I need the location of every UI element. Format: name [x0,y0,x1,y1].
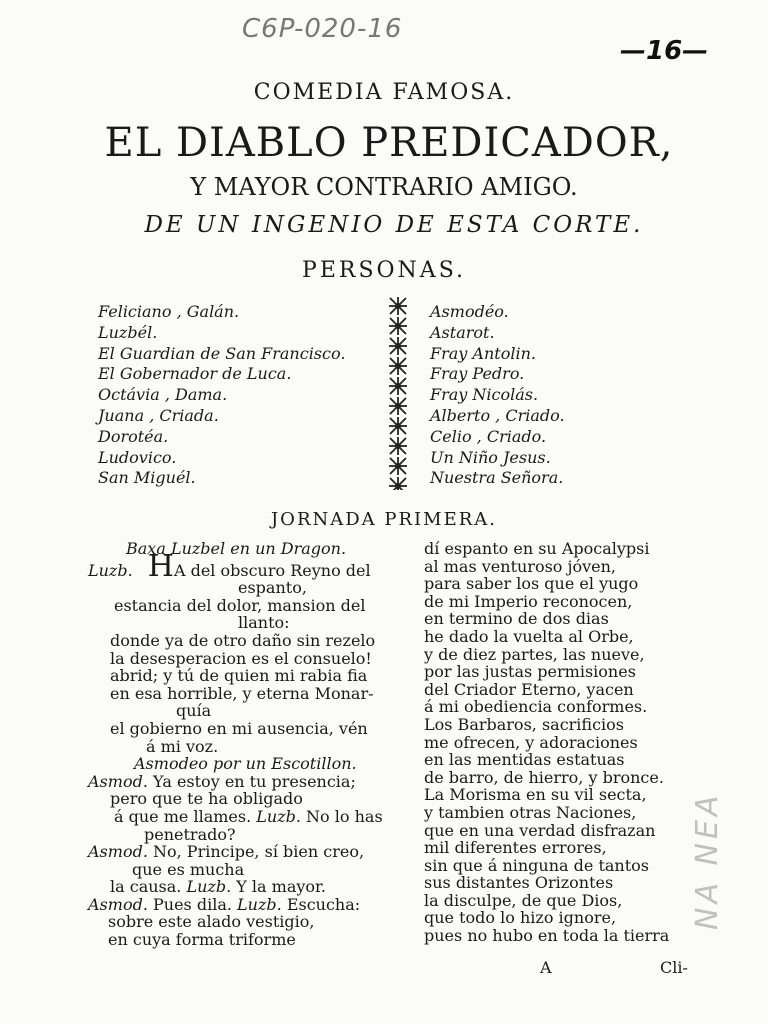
cast-member: El Guardian de San Francisco. [98,343,346,363]
cast-member: Luzbél. [98,322,158,342]
jornada-heading: JORNADA PRIMERA. [270,509,498,530]
cast-member: Fray Nicolás. [430,385,539,405]
verse-line: y de diez partes, las nueve, [424,644,645,664]
cast-member: Fray Antolin. [430,343,536,363]
verse-line: la disculpe, de que Dios, [424,890,623,910]
verse-line: dí espanto en su Apocalypsi [424,539,650,558]
cast-member: Octávia , Dama. [98,385,228,405]
verse-line: para saber los que el yugo [424,574,639,594]
cast-member: Astarot. [430,322,495,342]
verse-line: La Morisma en su vil secta, [424,785,647,805]
cast-member: Nuestra Señora. [430,468,564,488]
verse-line: quía [176,701,212,721]
speaker-name: Luzb. [186,877,232,897]
verse-line: mil diferentes errores, [424,838,607,858]
verse-line: del Criador Eterno, yacen [424,679,634,699]
verse-line: el gobierno en mi ausencia, vén [110,718,368,738]
verse-line: en esa horrible, y eterna Monar- [110,683,374,703]
cast-member: Feliciano , Galán. [98,302,240,321]
text-column-right [420,539,670,946]
cast-member: Un Niño Jesus. [430,447,551,467]
cast-member: Asmodéo. [430,302,509,321]
personas-heading: PERSONAS. [302,258,466,283]
speaker-name: Asmod. [88,842,148,862]
verse-line: estancia del dolor, mansion del [114,595,366,615]
speaker-name: Luzb. [256,806,301,826]
speaker-name: Luzb. [237,894,282,914]
verse-line: de mi Imperio reconocen, [424,591,633,611]
text-column-left [88,540,398,949]
verse-line: y tambien otras Naciones, [424,802,637,822]
verse-line [88,808,398,826]
printers-ornament-border [388,296,408,490]
verse-text: la causa. [110,877,182,897]
verse-line: pero que te ha obligado [110,789,303,809]
stage-direction: Baxa Luzbel en un Dragon. [126,539,347,558]
verse-line [88,896,398,914]
catchword: Cli- [660,958,688,977]
cast-member: El Gobernador de Luca. [98,364,292,384]
verse-line: por las justas permisiones [424,662,636,682]
speaker-name: Asmod. [88,894,148,914]
verse-line: que es mucha [132,859,245,879]
cast-member: Fray Pedro. [430,364,525,384]
play-title: EL DIABLO PREDICADOR, [104,120,674,166]
verse-line [88,878,398,896]
cast-member: Dorotéa. [98,426,169,446]
verse-text: Ya estoy en tu presencia; [153,771,356,791]
verse-line: espanto, [238,578,307,598]
verse-line: sobre este alado vestigio, [108,912,315,932]
verse-line: sin que á ninguna de tantos [424,855,649,875]
verse-line: la desesperacion es el consuelo! [110,648,372,668]
speaker-name: Luzb. [88,560,133,580]
verse-line: Los Barbaros, sacrificios [424,714,625,734]
cast-member: Ludovico. [98,447,177,467]
library-stamp: NA NEA [690,791,725,930]
verse-line: penetrado? [144,824,236,844]
verse-line: sus distantes Orizontes [424,873,614,893]
verse-line: á mi voz. [146,736,219,756]
archive-code: C6P-020-16 [242,14,403,44]
cast-member: San Miguél. [98,468,196,488]
verse-line: llanto: [238,613,290,633]
verse-line: en cuya forma triforme [108,930,296,950]
verse-text: á que me llames. [114,806,252,826]
drop-cap: H [147,548,174,584]
cast-member: Celio , Criado. [430,426,547,446]
verse-line: de barro, de hierro, y bronce. [424,767,664,787]
verse-line: que en una verdad disfrazan [424,820,656,840]
verse-text: Y la mayor. [236,877,327,897]
signature-mark: A [540,958,552,977]
comedia-kicker: COMEDIA FAMOSA. [253,80,515,105]
cast-list-right [430,302,565,489]
verse-text: No, Principe, sí bien creo, [153,842,365,862]
verse-line: me ofrecen, y adoraciones [424,732,638,752]
verse-line: al mas venturoso jóven, [424,556,616,576]
author-line: DE UN INGENIO DE ESTA CORTE. [144,212,644,238]
verse-text: A del obscuro Reyno del [173,560,371,580]
cast-member: Juana , Criada. [98,405,219,425]
verse-line: en termino de dos dias [424,609,609,629]
verse-line [88,773,398,791]
play-subtitle: Y MAYOR CONTRARIO AMIGO. [190,173,578,201]
verse-line: que todo lo hizo ignore, [424,908,617,928]
verse-line [88,843,398,861]
verse-line: pues no hubo en toda la tierra [424,926,670,946]
verse-text: Pues dila. [153,894,232,914]
verse-line: abrid; y tú de quien mi rabia fia [110,666,368,686]
verse-text: Escucha: [286,894,361,914]
verse-line: en las mentidas estatuas [424,750,625,770]
verse-line: á mi obediencia conformes. [424,697,648,717]
cast-member: Alberto , Criado. [430,405,565,425]
speaker-name: Asmod. [88,771,148,791]
stage-direction: Asmodeo por un Escotillon. [134,754,357,774]
verse-text: No lo has [306,806,383,826]
verse-line: he dado la vuelta al Orbe, [424,626,634,646]
cast-list-left [98,302,345,489]
page-number: —16— [620,36,709,66]
verse-line: donde ya de otro daño sin rezelo [110,630,376,650]
